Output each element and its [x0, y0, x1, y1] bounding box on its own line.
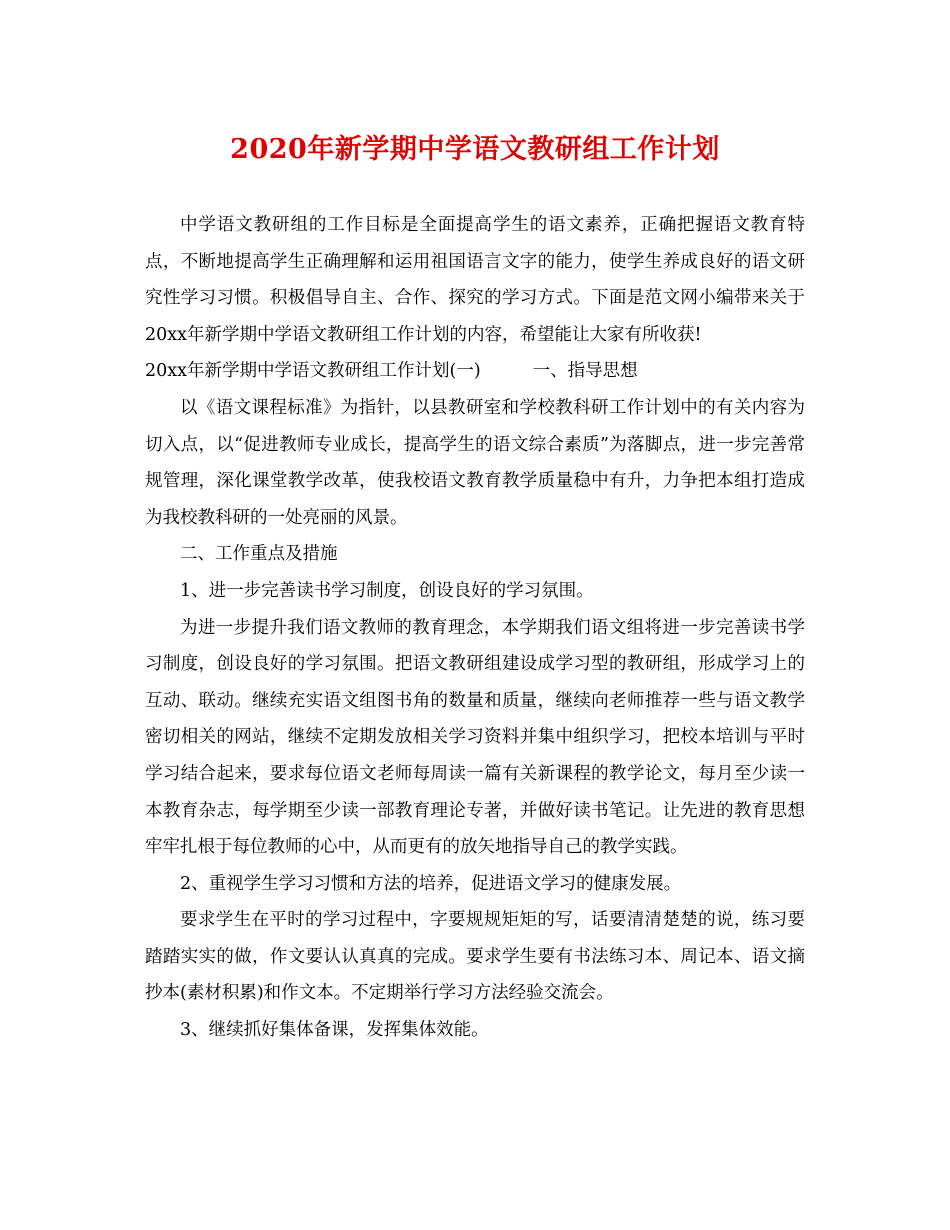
item3-heading: 3、继续抓好集体备课，发挥集体效能。 [180, 1020, 489, 1041]
plan-heading-line [145, 353, 805, 390]
item2-heading: 2、重视学生学习习惯和方法的培养，促进语文学习的健康发展。 [180, 873, 682, 894]
intro-paragraph: 中学语文教研组的工作目标是全面提高学生的语文素养，正确把握语文教育特点，不断地提高学生正确理解和运用祖国语言文字的能力，使学生养成良好的语文研究性学习习惯。积极倡导自主、合作、探究的学习方式。下面是范文网小编带来关于20xx年新学期中学语文教研组工作计划的内容，希望能让大家有所收获! [145, 215, 805, 345]
plan-heading: 20xx年新学期中学语文教研组工作计划(一) [145, 361, 481, 382]
item1-paragraph: 为进一步提升我们语文教师的教育理念，本学期我们语文组将进一步完善读书学习制度，创设良好的学习氛围。把语文教研组建设成学习型的教研组，形成学习上的互动、联动。继续充实语文组图书角的数量和质量，继续向老师推荐一些与语文教学密切相关的网站，继续不定期发放相关学习资料并集中组织学习，把校本培训与平时学习结合起来，要求每位语文老师每周读一篇有关新课程的教学论文，每月至少读一本教育杂志，每学期至少读一部教育理论专著，并做好读书笔记。让先进的教育思想牢牢扎根于每位教师的心中，从而更有的放矢地指导自己的教学实践。 [145, 617, 805, 858]
heading-gap [481, 353, 533, 390]
document-title: 2020年新学期中学语文教研组工作计划 [230, 134, 720, 165]
section1-paragraph: 以《语文课程标准》为指针，以县教研室和学校教科研工作计划中的有关内容为切入点，以“促进教师专业成长，提高学生的语文综合素质”为落脚点，进一步完善常规管理，深化课堂教学改革，使我校语文教育教学质量稳中有升，力争把本组打造成为我校教科研的一处亮丽的风景。 [145, 397, 805, 528]
item1-heading: 1、进一步完善读书学习制度，创设良好的学习氛围。 [180, 580, 594, 601]
section1-heading: 一、指导思想 [532, 361, 638, 382]
section2-heading: 二、工作重点及措施 [180, 544, 338, 565]
document-body [145, 207, 805, 1049]
item2-paragraph: 要求学生在平时的学习过程中，字要规规矩矩的写，话要清清楚楚的说，练习要踏踏实实的做，作文要认认真真的完成。要求学生要有书法练习本、周记本、语文摘抄本(素材积累)和作文本。不定期举行学习方法经验交流会。 [145, 910, 805, 1004]
